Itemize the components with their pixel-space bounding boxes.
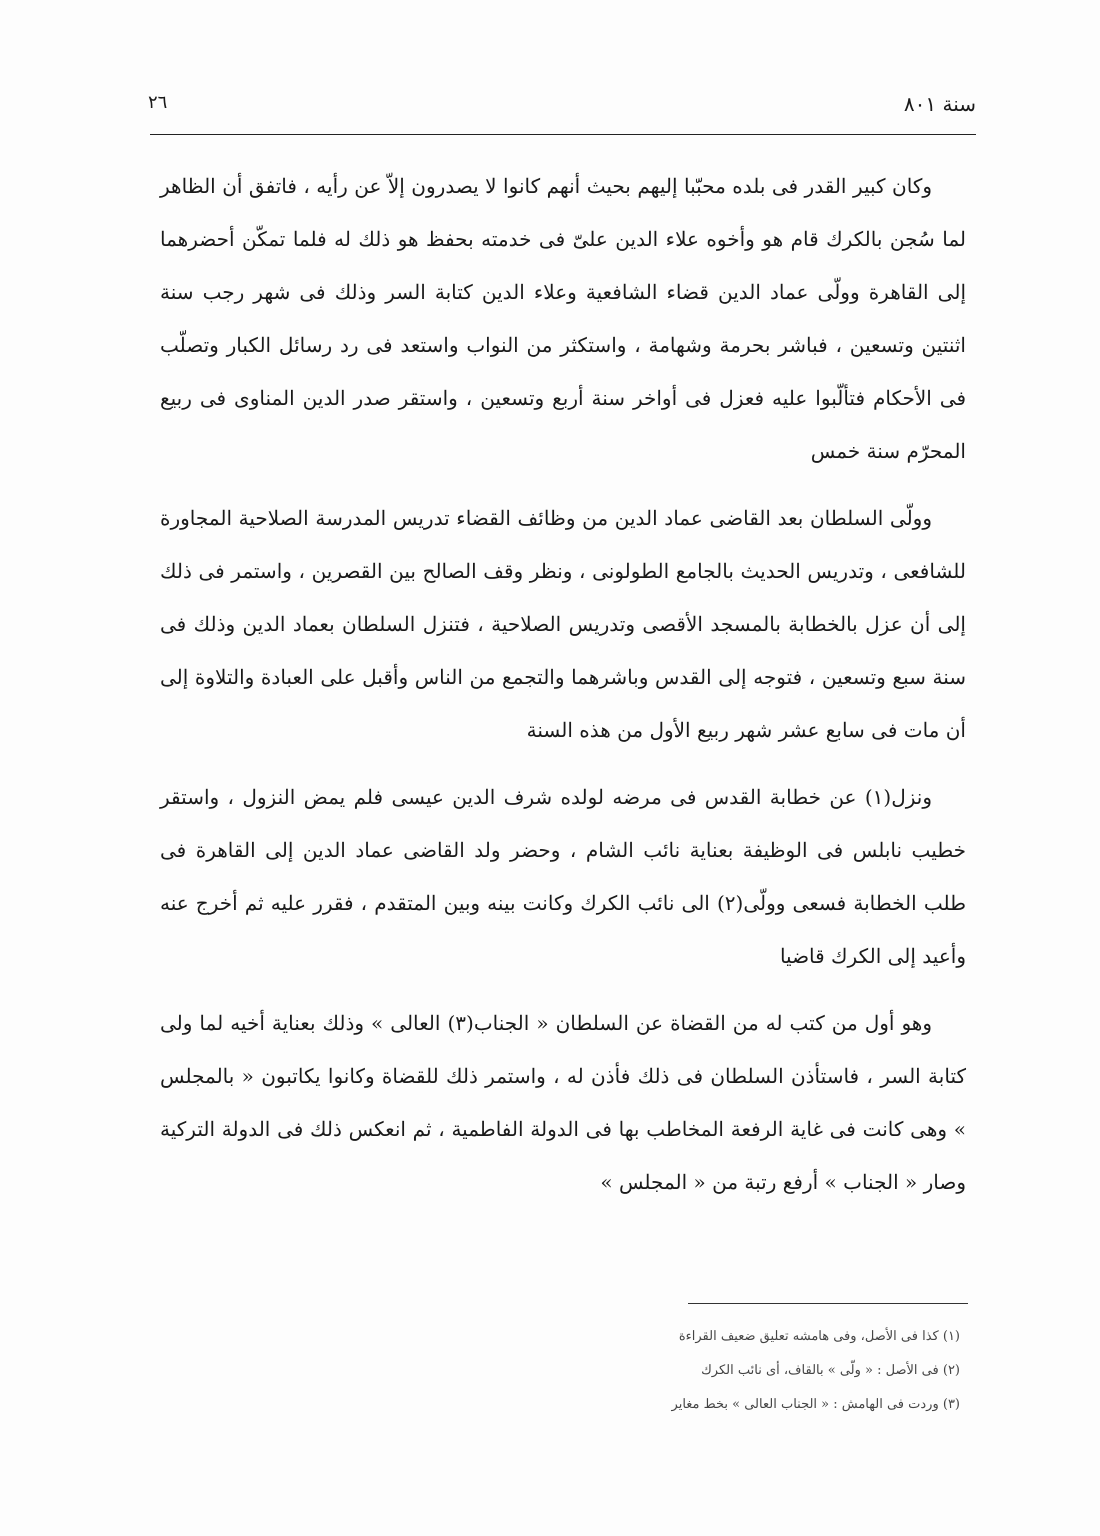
paragraph-2: وولّى السلطان بعد القاضى عماد الدين من وظائف القضاء تدريس المدرسة الصلاحية المجاورة للشافعى ، وتدريس الحديث بالجامع الطولونى ، ونظر وقف الصالح بين القصرين ، واستمر فى ذلك إلى أن عزل بالخطابة بالمسجد الأقصى وتدريس الصلاحية ، فتنزل السلطان بعماد الدين وذلك فى سنة سبع وتسعين ، فتوجه إلى القدس وباشرهما والتجمع من الناس وأقبل على العبادة والتلاوة إلى أن مات فى سابع عشر شهر ربيع الأول من هذه السنة — [160, 506, 967, 742]
paragraph-1: وكان كبير القدر فى بلده محبّبا إليهم بحيث أنهم كانوا لا يصدرون إلاّ عن رأيه ، فاتفق أن الظاهر لما سُجن بالكرك قام هو وأخوه علاء الدين علىّ فى خدمته بحفظ هو ذلك له فلما تمكّن أحضرهما إلى القاهرة وولّى عماد الدين قضاء الشافعية وعلاء الدين كتابة السر وذلك فى شهر رجب سنة اثنتين وتسعين ، فباشر بحرمة وشهامة ، واستكثر من النواب واستعد فى رد رسائل الكبار وتصلّب فى الأحكام فتألّبوا عليه فعزل فى أواخر سنة أربع وتسعين ، واستقر صدر الدين المناوى فى ربيع المحرّم سنة خمس — [160, 174, 966, 463]
footnote-2: (٢) فى الأصل : « ولّى » بالقاف، أى نائب الكرك — [701, 1363, 960, 1378]
running-head — [148, 92, 976, 122]
page-number: ٢٦ — [148, 92, 168, 113]
running-title: سنة ٨٠١ — [903, 92, 976, 116]
header-rule — [150, 134, 976, 135]
paragraph-3: ونزل(١) عن خطابة القدس فى مرضه لولده شرف الدين عيسى فلم يمض النزول ، واستقر خطيب نابلس فى الوظيفة بعناية نائب الشام ، وحضر ولد القاضى عماد الدين إلى القاهرة فى طلب الخطابة فسعى وولّى(٢) الى نائب الكرك وكانت بينه وبين المتقدم ، فقرر عليه ثم أخرج عنه وأعيد إلى الكرك قاضيا — [160, 785, 966, 968]
footnote-3: (٣) وردت فى الهامش : « الجناب العالى » بخط مغاير — [671, 1397, 960, 1412]
footnote-1: (١) كذا فى الأصل، وفى هامشه تعليق ضعيف القراءة — [678, 1329, 960, 1344]
paragraph-4: وهو أول من كتب له من القضاة عن السلطان « الجناب(٣) العالى » وذلك بعناية أخيه لما ولى كتابة السر ، فاستأذن السلطان فى ذلك فأذن له ، واستمر ذلك للقضاة وكانوا يكاتبون « بالمجلس » وهى كانت فى غاية الرفعة المخاطب بها فى الدولة الفاطمية ، ثم انعكس ذلك فى الدولة التركية وصار « الجناب » أرفع رتبة من « المجلس » — [160, 1011, 966, 1194]
footnote-rule — [688, 1303, 968, 1304]
footnotes — [300, 1320, 960, 1422]
body-text — [160, 160, 966, 1223]
